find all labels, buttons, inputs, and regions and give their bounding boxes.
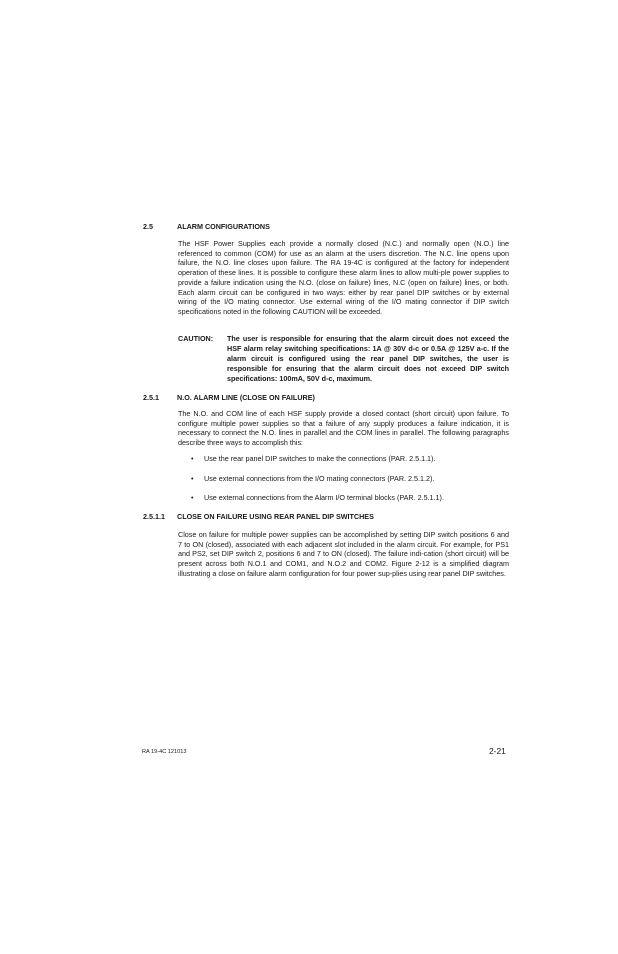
caution-text: The user is responsible for ensuring that the alarm circuit does not exceed the HSF alarm relay switching specifications: 1A @ 30V d-c or 0.5A @ 125V a-c. If the alarm circuit is configured using the rear panel DIP switches, the user is responsible for ensuring that the alarm circuit does not exceed DIP switch specifications: 100mA, 50V d-c, maximum.	[227, 334, 509, 383]
list-item-text: Use external connections from the Alarm I/O terminal blocks (PAR. 2.5.1.1).	[204, 493, 444, 502]
section-number: 2.5.1.1	[143, 512, 165, 521]
section-title: CLOSE ON FAILURE USING REAR PANEL DIP SWITCHES	[177, 512, 374, 521]
no-alarm-line-paragraph: The N.O. and COM line of each HSF supply provide a closed contact (short circuit) upon failure. To configure multiple power supplies so that a failure of any supply produces a failure indication, it is necessary to connect the N.O. lines in parallel and the COM lines in parallel. The following paragraphs describe three ways to accomplish this:	[178, 409, 509, 448]
section-number: 2.5	[143, 222, 153, 231]
section-title: ALARM CONFIGURATIONS	[177, 222, 270, 231]
footer-page-number: 2-21	[489, 746, 506, 756]
list-item-text: Use external connections from the I/O mating connectors (PAR. 2.5.1.2).	[204, 474, 435, 483]
bullet-glyph: •	[191, 454, 194, 463]
dip-switch-paragraph: Close on failure for multiple power supplies can be accomplished by setting DIP switch positions 6 and 7 to ON (closed), associated with each adjacent slot included in the alarm circuit. For example, for PS1 and PS2, set DIP switch 2, positions 6 and 7 to ON (closed). The failure indi-cation (short circuit) will be present across both N.O.1 and COM1, and N.O.2 and COM2. Figure 2-12 is a simplified diagram illustrating a close on failure alarm configuration for four power sup-plies using rear panel DIP switches.	[178, 530, 509, 578]
bullet-glyph: •	[191, 493, 194, 502]
footer-doc-id: RA 19-4C 121013	[142, 749, 187, 755]
list-item-text: Use the rear panel DIP switches to make the connections (PAR. 2.5.1.1).	[204, 454, 436, 463]
section-title: N.O. ALARM LINE (CLOSE ON FAILURE)	[177, 393, 315, 402]
alarm-configurations-paragraph: The HSF Power Supplies each provide a normally closed (N.C.) and normally open (N.O.) line referenced to common (COM) for use as an alarm at the users discretion. The N.C. line opens upon failure, the N.O. line closes upon failure. The RA 19-4C is configured at the factory for independent operation of these lines. It is possible to configure these alarm lines to allow multi-ple power supplies to provide a failure indication using the N.O. (close on failure) lines, N.C (open on failure) lines, or both. Each alarm circuit can be configured in two ways: either by rear panel DIP switches or by external wiring of the I/O mating connector. Use external wiring of the I/O mating connector if DIP switch specifications noted in the following CAUTION will be exceeded.	[178, 239, 509, 316]
section-number: 2.5.1	[143, 393, 159, 402]
caution-label: CAUTION:	[178, 334, 214, 343]
bullet-glyph: •	[191, 474, 194, 483]
